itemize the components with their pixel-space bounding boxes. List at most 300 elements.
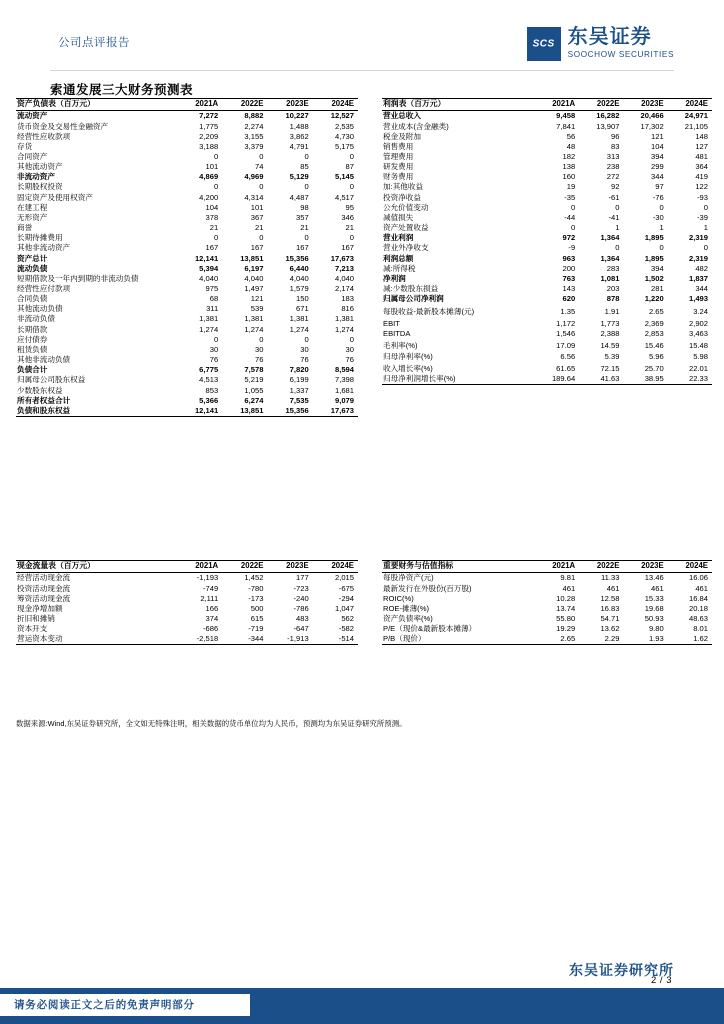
row-value: 357	[296, 212, 309, 222]
row-value: 1,381	[244, 314, 264, 324]
row-value: 483	[296, 613, 309, 623]
row-label: 资本开支	[17, 624, 48, 634]
row-value: 9,458	[556, 111, 576, 121]
table-row	[382, 111, 712, 122]
row-value: 13,907	[596, 121, 620, 131]
table-row	[16, 634, 358, 645]
row-label: 经营性应付款项	[17, 284, 71, 294]
row-value: 6.56	[560, 351, 576, 361]
table-row	[382, 132, 712, 142]
row-label: 筹资活动现金流	[17, 593, 71, 603]
row-value: 1,055	[244, 385, 264, 395]
row-value: 167	[296, 243, 309, 253]
row-label: 租赁负债	[17, 344, 48, 354]
table-row	[382, 243, 712, 253]
row-value: 0	[304, 334, 309, 344]
row-value: 76	[345, 355, 354, 365]
row-label: 投资活动现金流	[17, 583, 71, 593]
row-value: 13.62	[600, 624, 620, 634]
row-label: 投资净收益	[383, 192, 421, 202]
row-value: 1	[703, 223, 708, 233]
row-value: 238	[606, 162, 620, 172]
table-row	[16, 345, 358, 355]
row-value: 13.46	[644, 573, 664, 583]
row-value: 183	[341, 294, 354, 304]
row-value: 0	[615, 243, 620, 253]
row-value: 48	[566, 141, 576, 151]
row-value: 76	[254, 355, 264, 365]
table-row	[16, 583, 358, 593]
row-label: 减值损失	[383, 212, 414, 222]
row-value: -723	[293, 583, 309, 593]
row-label: 经营活动现金流	[17, 573, 71, 583]
row-value: 55.80	[556, 613, 576, 623]
balance-sheet-table	[16, 98, 358, 417]
column-header: 2024E	[668, 99, 712, 111]
row-label: 流动资产	[17, 111, 48, 121]
row-value: 0	[570, 223, 576, 233]
row-label: 公允价值变动	[383, 202, 429, 212]
row-value: 0	[213, 182, 219, 192]
row-value: -514	[313, 634, 358, 645]
column-header: 2024E	[313, 99, 358, 111]
row-value: 615	[250, 613, 264, 623]
row-value: 61.65	[556, 363, 576, 373]
row-value: 5.98	[693, 351, 708, 361]
row-value: 0	[213, 334, 219, 344]
table-row	[382, 329, 712, 339]
row-value: 21	[345, 223, 354, 233]
row-value: -93	[697, 192, 708, 202]
row-value: 6,274	[244, 395, 264, 405]
row-value: 68	[209, 294, 219, 304]
row-value: 1.62	[668, 634, 712, 645]
row-value: 15.48	[688, 341, 708, 351]
row-value: 2,388	[600, 329, 620, 339]
row-value: -582	[338, 624, 354, 634]
table-row	[16, 355, 358, 365]
row-value: 6,197	[244, 263, 264, 273]
table-title: 资产负债表（百万元）	[16, 99, 177, 111]
table-row	[16, 284, 358, 294]
valuation-metrics-body	[382, 561, 712, 645]
row-value: 0	[304, 182, 309, 192]
row-value: 15,356	[285, 253, 309, 263]
table-row	[382, 264, 712, 274]
row-value: 121	[651, 131, 664, 141]
table-row	[16, 132, 358, 142]
row-label: 固定资产及使用权资产	[17, 192, 93, 202]
row-value: 182	[562, 151, 576, 161]
row-label: 归母净利率(%)	[383, 351, 433, 361]
table-row	[16, 264, 358, 274]
row-label: 其他流动负债	[17, 304, 63, 314]
row-value: -780	[248, 583, 264, 593]
row-label: 短期借款及一年内到期的非流动负债	[17, 273, 139, 283]
row-value: 6,199	[289, 375, 309, 385]
balance-sheet-body	[16, 99, 358, 417]
row-value: 160	[562, 172, 576, 182]
row-label: 净利润	[383, 273, 406, 283]
row-value: 1,364	[600, 253, 620, 263]
row-value: 12.58	[600, 593, 620, 603]
row-value: 0	[349, 151, 354, 161]
table-row	[16, 193, 358, 203]
row-label: 其他非流动资产	[17, 243, 71, 253]
row-value: 0	[259, 334, 264, 344]
row-value: 13.74	[556, 603, 576, 613]
row-value: -1,193	[196, 573, 219, 583]
table-row	[16, 111, 358, 122]
row-label: 毛利率(%)	[383, 341, 418, 351]
table-row	[382, 634, 712, 645]
table-row	[382, 284, 712, 294]
row-label: 营运资本变动	[16, 634, 177, 645]
row-value: 1,775	[199, 121, 219, 131]
table-row	[16, 385, 358, 395]
row-value: 22.01	[688, 363, 708, 373]
row-value: 4,517	[334, 192, 354, 202]
row-value: 167	[205, 243, 219, 253]
row-value: 12,527	[330, 111, 354, 121]
row-value: -294	[338, 593, 354, 603]
table-row	[382, 573, 712, 584]
row-label: 减:所得税	[383, 263, 416, 273]
row-value: 12,141	[177, 406, 222, 417]
row-value: 25.70	[644, 363, 664, 373]
row-value: 0	[703, 243, 708, 253]
table-row	[382, 172, 712, 182]
row-value: 2,319	[688, 253, 708, 263]
row-value: 21,105	[684, 121, 708, 131]
table-row	[16, 162, 358, 172]
row-value: 1,274	[334, 324, 354, 334]
row-label: 营业成本(含金融类)	[383, 121, 449, 131]
row-label: 长期待摊费用	[17, 233, 63, 243]
row-value: 4,869	[199, 172, 219, 182]
row-value: 98	[300, 202, 309, 212]
row-label: 最新发行在外股份(百万股)	[383, 583, 472, 593]
table-row	[382, 213, 712, 223]
row-value: 7,820	[289, 365, 309, 375]
row-value: 1,773	[600, 318, 620, 328]
source-note: 数据来源:Wind,东吴证券研究所，全文如无特殊注明，相关数据的货币单位均为人民币，预测均为东吴证券研究所预测。	[16, 719, 407, 728]
row-value: 0	[259, 151, 264, 161]
table-row	[16, 365, 358, 375]
row-value: 17.09	[556, 341, 576, 351]
row-value: 122	[695, 182, 708, 192]
row-value: 15.33	[644, 593, 664, 603]
row-value: 4,969	[244, 172, 264, 182]
row-value: 5,129	[289, 172, 309, 182]
column-header: 2022E	[222, 99, 267, 111]
table-row	[16, 604, 358, 614]
row-label: 折旧和摊销	[17, 613, 55, 623]
row-value: 461	[695, 583, 708, 593]
row-value: 1,337	[289, 385, 309, 395]
table-row	[16, 274, 358, 284]
row-label: 营业外净收支	[383, 243, 429, 253]
header-divider	[50, 70, 674, 71]
row-value: 3,155	[244, 131, 264, 141]
row-value: 1,497	[244, 284, 264, 294]
row-value: 7,535	[289, 395, 309, 405]
row-value: 539	[250, 304, 264, 314]
row-value: 200	[562, 263, 576, 273]
row-value: 2,319	[688, 233, 708, 243]
row-label: 流动负债	[17, 263, 48, 273]
row-value: 4,200	[199, 192, 219, 202]
row-value: 1.93	[623, 634, 667, 645]
footer-disclaimer-text: 请务必阅读正文之后的免责声明部分	[14, 999, 195, 1011]
table-row	[16, 325, 358, 335]
row-value: 121	[250, 294, 264, 304]
row-value: 15,356	[267, 406, 312, 417]
row-label: 归属母公司净利润	[383, 294, 444, 304]
row-value: 101	[250, 202, 264, 212]
row-value: 1,081	[600, 273, 620, 283]
row-value: 272	[606, 172, 620, 182]
row-value: 143	[562, 284, 576, 294]
row-label: 负债和股东权益	[16, 406, 177, 417]
row-value: 2,369	[644, 318, 664, 328]
row-label: 少数股东权益	[17, 385, 63, 395]
page-header	[0, 26, 724, 70]
row-label: 商誉	[17, 223, 33, 233]
row-label: 非流动资产	[17, 172, 55, 182]
income-statement-body	[382, 99, 712, 385]
row-value: 346	[341, 212, 354, 222]
table-row	[382, 624, 712, 634]
row-value: 2.65	[648, 306, 664, 316]
row-value: 97	[655, 182, 664, 192]
row-value: 189.64	[535, 374, 579, 385]
row-label: 所有者权益合计	[17, 395, 71, 405]
row-value: 54.71	[600, 613, 620, 623]
row-value: 0	[659, 243, 664, 253]
row-label: 销售费用	[383, 141, 414, 151]
row-value: 0	[213, 233, 219, 243]
row-value: 2,535	[334, 121, 354, 131]
row-value: 9.80	[648, 624, 664, 634]
row-value: 2,853	[644, 329, 664, 339]
row-value: 1.35	[560, 306, 576, 316]
table-row	[382, 253, 712, 263]
row-value: -786	[293, 603, 309, 613]
table-row	[382, 121, 712, 131]
row-value: 19.68	[644, 603, 664, 613]
row-value: -9	[568, 243, 576, 253]
column-header: 2024E	[313, 561, 358, 573]
row-value: 9.81	[560, 573, 576, 583]
brand-text	[568, 26, 674, 59]
row-value: 0	[349, 233, 354, 243]
row-value: 1,546	[556, 329, 576, 339]
row-label: 收入增长率(%)	[383, 363, 433, 373]
page-number: 2 / 3	[651, 975, 672, 986]
row-value: 1,837	[688, 273, 708, 283]
table-title: 现金流量表（百万元）	[16, 561, 177, 573]
row-value: -647	[293, 624, 309, 634]
row-value: 1,381	[289, 314, 309, 324]
row-value: 167	[250, 243, 264, 253]
row-value: 7,398	[334, 375, 354, 385]
row-value: 1,579	[289, 284, 309, 294]
row-value: 4,487	[289, 192, 309, 202]
row-value: 16.06	[688, 573, 708, 583]
row-value: 3,188	[199, 141, 219, 151]
row-label: 每股净资产(元)	[383, 573, 434, 583]
table-row	[382, 142, 712, 152]
row-value: 16.83	[600, 603, 620, 613]
row-value: 8,882	[244, 111, 264, 121]
table-row	[382, 583, 712, 593]
row-value: 500	[250, 603, 264, 613]
row-value: 56	[566, 131, 576, 141]
row-label: ROIC(%)	[383, 593, 414, 603]
cash-flow-table	[16, 560, 358, 645]
row-label: 加:其他收益	[383, 182, 424, 192]
column-header: 2024E	[668, 561, 712, 573]
row-value: 1,381	[334, 314, 354, 324]
row-value: 0	[259, 182, 264, 192]
row-label: 长期借款	[17, 324, 48, 334]
row-value: 562	[341, 613, 354, 623]
table-row	[16, 121, 358, 131]
table-row	[16, 233, 358, 243]
row-value: 2,174	[334, 284, 354, 294]
row-value: 148	[695, 131, 708, 141]
brand-name-cn: 东吴证券	[567, 26, 652, 48]
row-value: 7,213	[334, 263, 354, 273]
row-value: 1,895	[644, 233, 664, 243]
column-header: 2023E	[623, 561, 667, 573]
row-value: 41.63	[579, 374, 623, 385]
row-value: 2,209	[199, 131, 219, 141]
row-value: 15.46	[644, 341, 664, 351]
soochow-logo-icon	[527, 27, 561, 61]
row-value: 95	[345, 202, 354, 212]
row-value: -686	[202, 624, 219, 634]
row-value: 10.28	[556, 593, 576, 603]
cash-flow-body	[16, 561, 358, 645]
row-value: 6,440	[289, 263, 309, 273]
row-value: -2,518	[177, 634, 222, 645]
row-value: 0	[304, 233, 309, 243]
row-value: -35	[564, 192, 576, 202]
row-label: 利润总额	[383, 253, 414, 263]
row-value: 1,220	[644, 294, 664, 304]
table-row	[382, 294, 712, 304]
row-value: 2.29	[579, 634, 623, 645]
row-value: 150	[296, 294, 309, 304]
row-label: EBIT	[383, 318, 400, 328]
column-header: 2023E	[267, 561, 312, 573]
row-value: 203	[606, 284, 620, 294]
column-header: 2023E	[267, 99, 312, 111]
row-value: 21	[254, 223, 264, 233]
row-value: 0	[659, 202, 664, 212]
row-value: 1,895	[644, 253, 664, 263]
table-row	[16, 375, 358, 385]
row-label: 归母净利润增长率(%)	[382, 374, 535, 385]
row-value: 83	[611, 141, 620, 151]
table-row	[382, 203, 712, 213]
row-label: 归属母公司股东权益	[17, 375, 86, 385]
table-row	[16, 213, 358, 223]
row-value: -61	[608, 192, 620, 202]
row-value: 1,274	[289, 324, 309, 334]
row-value: -749	[202, 583, 219, 593]
table-row	[16, 335, 358, 345]
row-value: 1,274	[199, 324, 219, 334]
row-value: 4,513	[199, 375, 219, 385]
row-value: 5,394	[199, 263, 219, 273]
row-value: 0	[213, 151, 219, 161]
row-value: 3,862	[289, 131, 309, 141]
column-header: 2021A	[535, 99, 579, 111]
table-row	[16, 624, 358, 634]
row-value: 0	[349, 334, 354, 344]
table-row	[16, 573, 358, 584]
table-header-row	[16, 99, 358, 111]
table-row	[382, 351, 712, 361]
row-value: 0	[570, 202, 576, 212]
row-value: 1,493	[688, 294, 708, 304]
table-row	[382, 319, 712, 329]
row-value: -44	[564, 212, 576, 222]
row-value: 419	[695, 172, 708, 182]
row-value: 11.33	[601, 573, 620, 583]
row-value: 85	[300, 162, 309, 172]
row-value: 963	[562, 253, 576, 263]
row-value: 21	[209, 223, 219, 233]
row-label: 长期股权投资	[17, 182, 63, 192]
row-label: P/E（现价&最新股本摊薄）	[383, 624, 477, 634]
row-value: 24,971	[684, 111, 708, 121]
row-label: 其他非流动负债	[17, 355, 71, 365]
row-value: 281	[651, 284, 664, 294]
column-header: 2022E	[579, 99, 623, 111]
logo-text: SCS	[532, 38, 555, 50]
row-value: 853	[205, 385, 219, 395]
row-value: 5,175	[334, 141, 354, 151]
row-value: -39	[697, 212, 708, 222]
row-value: 101	[205, 162, 219, 172]
row-value: 816	[341, 304, 354, 314]
row-value: 12,141	[194, 253, 219, 263]
row-value: 1,364	[600, 233, 620, 243]
row-value: 0	[615, 202, 620, 212]
row-value: 48.63	[688, 613, 708, 623]
row-value: 104	[651, 141, 664, 151]
income-statement-table	[382, 98, 712, 385]
row-label: 减:少数股东损益	[383, 284, 439, 294]
row-value: 1,047	[334, 603, 354, 613]
row-value: 1,502	[644, 273, 664, 283]
row-value: 30	[254, 344, 264, 354]
row-value: 2,274	[244, 121, 264, 131]
row-value: -173	[248, 593, 264, 603]
row-value: 367	[250, 212, 264, 222]
row-value: 177	[296, 573, 309, 583]
row-value: 2.65	[535, 634, 579, 645]
row-value: 4,040	[289, 273, 309, 283]
row-label: 无形资产	[17, 212, 48, 222]
row-label: EBITDA	[383, 329, 411, 339]
row-value: 30	[209, 344, 219, 354]
table-row	[16, 406, 358, 417]
